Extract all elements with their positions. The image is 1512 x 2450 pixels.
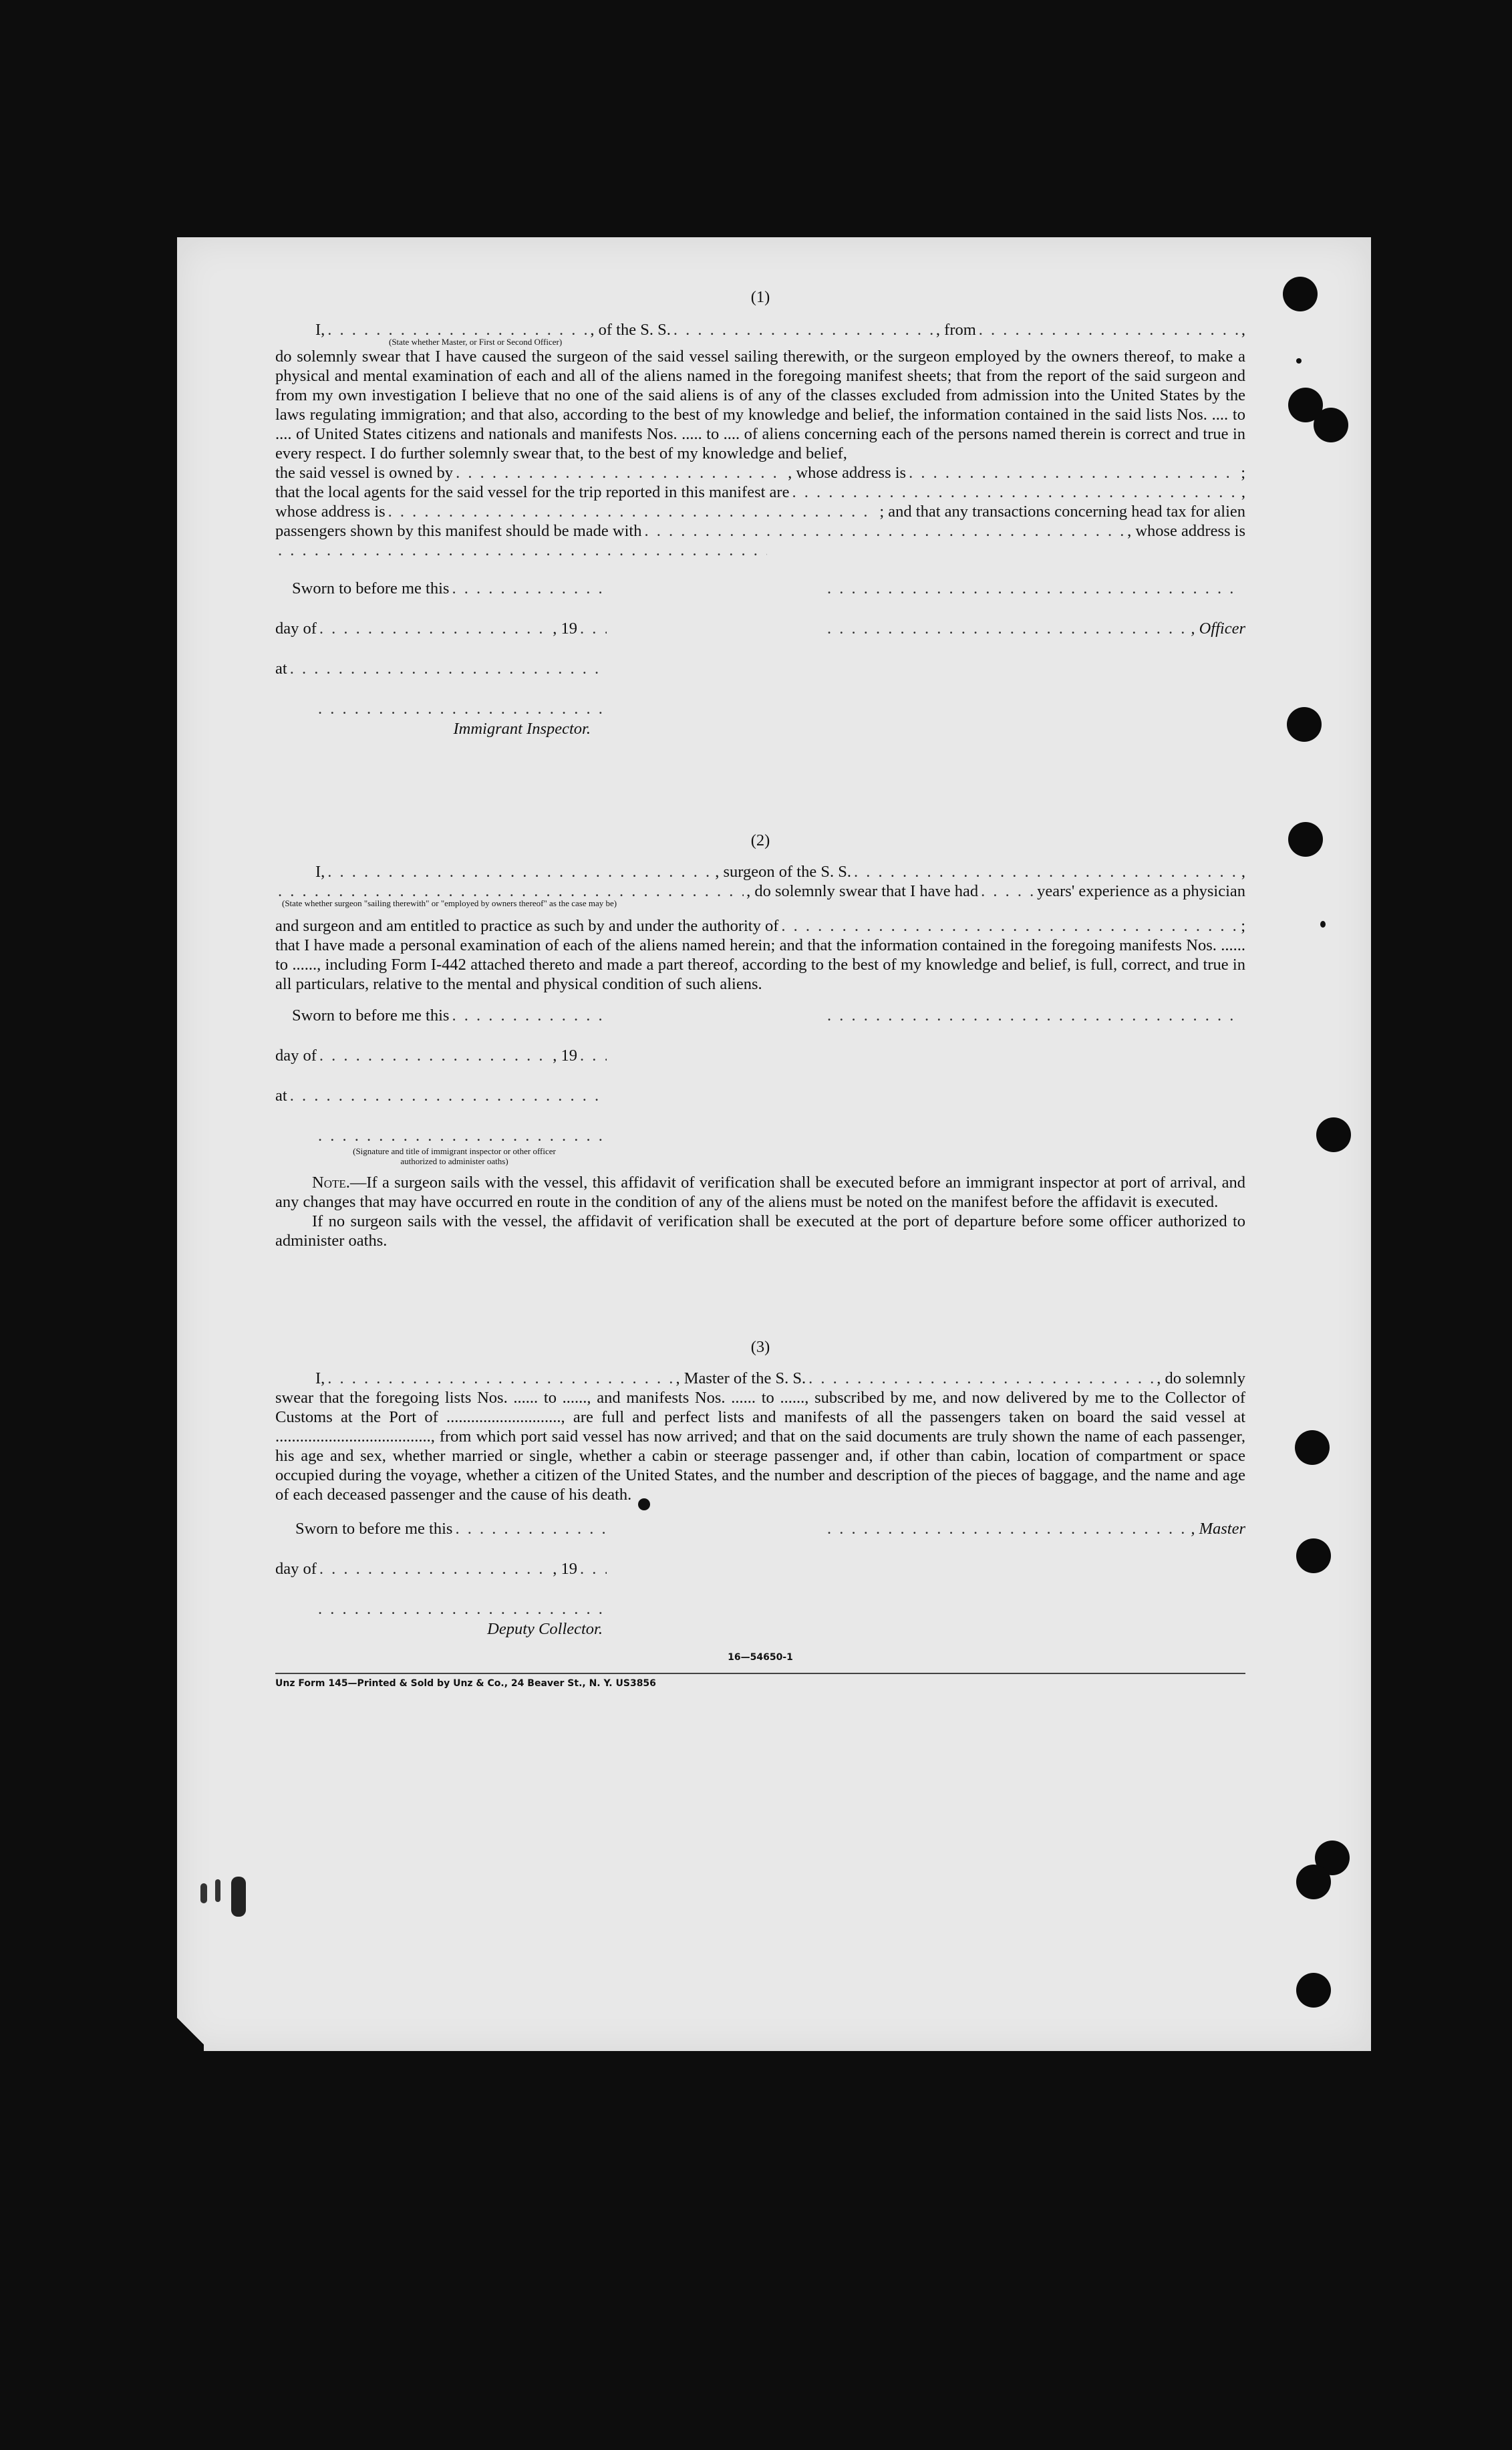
years-label: years' experience as a physician	[1037, 882, 1245, 900]
blank-field	[792, 483, 1238, 502]
master-label: , Master of the S. S.	[675, 1369, 806, 1387]
head-tax-label: ; and that any transactions concerning head tax for alien	[879, 503, 1245, 521]
binder-hole	[1314, 408, 1348, 442]
year-label: , 19	[553, 1560, 577, 1578]
ink-speck	[1296, 358, 1302, 364]
binder-hole	[1283, 277, 1318, 311]
swear-label: , do solemnly swear that I have had	[746, 882, 979, 900]
deputy-collector-label: Deputy Collector.	[487, 1620, 603, 1638]
page-content	[275, 287, 1245, 1693]
surgeon-note-paragraph	[275, 1173, 1245, 1212]
owned-label: the said vessel is owned by	[275, 464, 454, 482]
note-text: —If a surgeon sails with the vessel, this affidavit of verification shall be executed before an immigrant inspector at port of arrival, and any changes that may have occurred en route in the condition of any of the aliens must be noted on the manifest before the affidavit is executed.	[275, 1174, 1245, 1211]
passengers-label: passengers shown by this manifest should be made with	[275, 522, 642, 540]
immigrant-inspector-label: Immigrant Inspector.	[453, 720, 591, 738]
ink-speck	[1320, 921, 1326, 928]
binder-hole	[1288, 822, 1323, 857]
day-label: day of	[275, 620, 317, 638]
whose-address-label: whose address is	[275, 503, 386, 521]
section-2-number: (2)	[750, 831, 770, 849]
sworn-label: Sworn to before me this	[295, 1520, 453, 1538]
sworn-label: Sworn to before me this	[292, 1006, 450, 1025]
section-1-signatures	[275, 579, 1245, 738]
blank-field	[673, 320, 933, 339]
owned-line: the said vessel is owned by . . . , whose address is . . . ;	[275, 463, 1245, 483]
officer-note: (State whether Master, or First or Second Officer)	[389, 337, 563, 347]
section-3-oath-text: swear that the foregoing lists Nos. ...... to ......, and manifests Nos. ...... to ......, subscribed by me, and now delivered by me to the Collector of Customs at the Port of ............................, are full and perfect lists and manifests of all the passengers taken on board the said vessel at ......................................, from which port said vessel has now arrived; and that on the said documents are truly shown the name of each passenger, his age and sex, whether married or single, whether a cabin or steerage passenger and, if other than cabin, location of compartment or space occupied during the voyage, whether a citizen of the United States, and the number and description of the pieces of baggage, and the name and age of each deceased passenger and the cause of his death.	[275, 1389, 1245, 1504]
officer-label: , Officer	[1191, 620, 1245, 638]
binder-hole	[1316, 1117, 1351, 1152]
day-label: day of	[275, 1047, 317, 1065]
blank-field	[979, 320, 1239, 339]
binder-hole	[1287, 707, 1322, 742]
ink-speck	[231, 1877, 246, 1917]
surgeon-note: (State whether surgeon "sailing therewith" or "employed by owners thereof" as the case may be)	[282, 898, 617, 908]
at-label: at	[275, 1087, 287, 1105]
section-3-line-1	[275, 1369, 1245, 1388]
ink-speck	[215, 1879, 220, 1902]
solemnly-label: , do solemnly	[1157, 1369, 1246, 1387]
section-3-number: (3)	[750, 1338, 770, 1356]
printer-footer: Unz Form 145—Printed & Sold by Unz & Co., 24 Beaver St., N. Y. US3856	[275, 1678, 656, 1689]
section-2-oath-text: that I have made a personal examination of each of the aliens named herein; and that the information contained in the foregoing manifests Nos. ...... to ......, including Form I-442 attached thereto and made a part thereof, according to the best of my knowledge and belief, is full, correct, and true in all particulars, relative to the mental and physical condition of such aliens.	[275, 936, 1245, 993]
from-label: , from	[935, 321, 976, 339]
of-ss-label: , of the S. S.	[590, 321, 671, 339]
section-2-line-1: I, . . . , surgeon of the S. S. . . . ,	[275, 862, 1245, 881]
day-label: day of	[275, 1560, 317, 1578]
signature-note: (Signature and title of immigrant inspector or other officer authorized to administer oaths)	[353, 1146, 556, 1166]
blank-field	[644, 521, 1124, 541]
oath-i-label: I,	[315, 863, 325, 881]
section-1-oath-text: do solemnly swear that I have caused the surgeon of the said vessel sailing therewith, or the surgeon employed by the owners thereof, to make a physical and mental examination of each and all of the aliens named in the foregoing manifest sheets; that from the report of the said surgeon and from my own investigation I believe that no one of the said aliens is of any of the classes excluded from admission into the United States by the laws regulating immigration; and that also, according to the best of my knowledge and belief, the information contained in the said lists Nos. .... to .... of United States citizens and nationals and manifests Nos. ..... to .... of aliens concerning each of the persons named therein is correct and true in every respect. I do further solemnly swear that, to the best of my knowledge and belief,	[275, 348, 1245, 462]
whose-address-label: , whose address is	[788, 464, 907, 482]
at-label: at	[275, 660, 287, 678]
agents-line: that the local agents for the said vessel for the trip reported in this manifest are . . . ,	[275, 483, 1245, 502]
no-surgeon-paragraph: If no surgeon sails with the vessel, the affidavit of verification shall be executed at the port of departure before some officer authorized to administer oaths.	[275, 1212, 1245, 1250]
section-2-signatures	[275, 1006, 1245, 1166]
year-label: , 19	[553, 620, 577, 638]
ink-speck	[200, 1883, 207, 1903]
binder-hole	[1296, 1865, 1331, 1899]
passengers-line	[275, 521, 1245, 541]
ink-speck	[638, 1498, 650, 1510]
form-number: 16—54650-1	[728, 1652, 793, 1663]
blank-field	[909, 463, 1238, 483]
manifest-page	[177, 237, 1371, 2051]
surgeon-label: , surgeon of the S. S.	[715, 863, 851, 881]
section-3-signatures	[275, 1519, 1245, 1639]
agents-label: that the local agents for the said vessel for the trip reported in this manifest are	[275, 483, 790, 501]
authority-line: and surgeon and am entitled to practice as such by and under the authority of . . . ;	[275, 916, 1245, 936]
blank-line	[275, 541, 770, 560]
sworn-label: Sworn to before me this	[292, 579, 450, 597]
binder-hole	[1295, 1430, 1330, 1465]
section-1-line-1: I, . . . , of the S. S. . . . , from . . . ,	[275, 320, 1245, 339]
note-label: Note.	[312, 1174, 350, 1192]
binder-hole	[1296, 1973, 1331, 2008]
master-signature-label: , Master	[1191, 1520, 1245, 1538]
oath-i-label: I,	[315, 321, 325, 339]
binder-hole	[1296, 1538, 1331, 1573]
year-label: , 19	[553, 1047, 577, 1065]
blank-field	[388, 502, 877, 521]
oath-i-label: I,	[315, 1369, 325, 1387]
section-1-number: (1)	[750, 288, 770, 306]
practice-label: and surgeon and am entitled to practice as such by and under the authority of	[275, 917, 779, 935]
address-line	[275, 502, 1245, 521]
whose-address-label: , whose address is	[1127, 522, 1245, 540]
blank-field	[456, 463, 785, 483]
